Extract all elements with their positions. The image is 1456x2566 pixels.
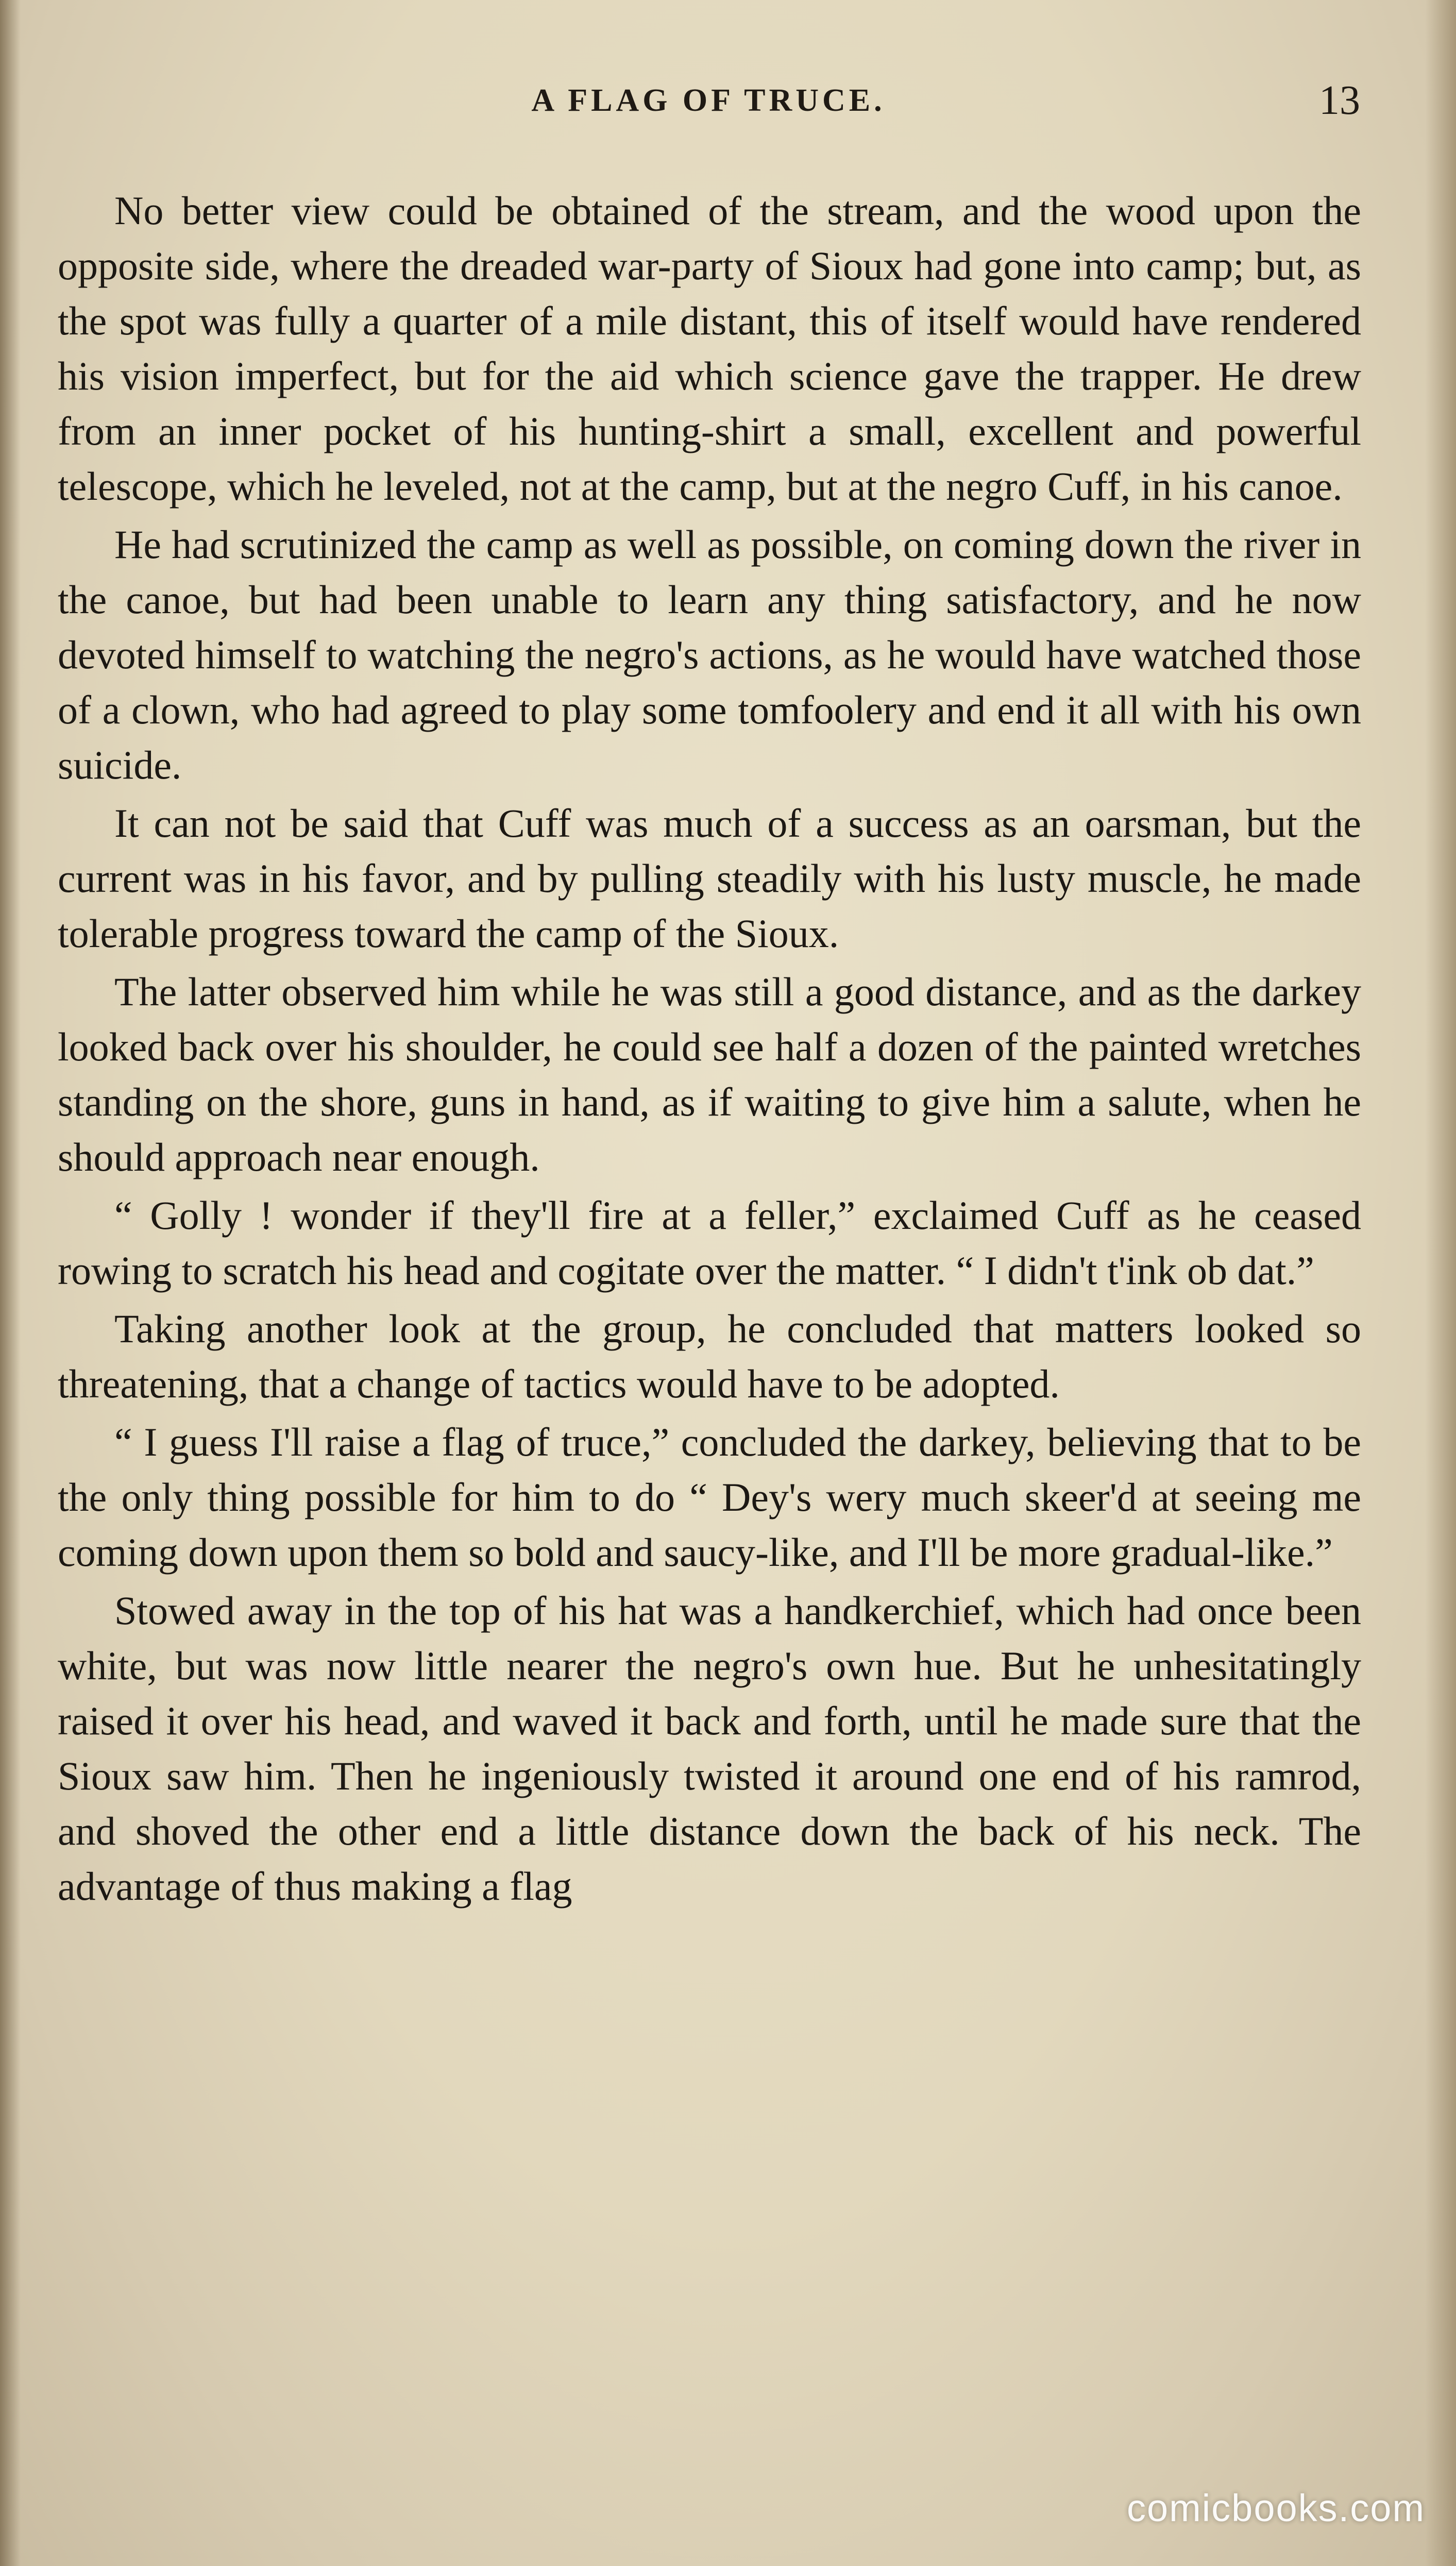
paragraph-2: He had scrutinized the camp as well as possible, on coming down the river in the canoe, but had been unable to learn any thing satisfactory, and he now devoted himself to watching the negro's actions, as he would have watched those of a clown, who had agreed to play some tomfoolery and end it all with his own suicide. [58, 522, 1361, 787]
paragraph-7: “ I guess I'll raise a flag of truce,” concluded the darkey, believing that to be the only thing possible for him to do “ Dey's wery much skeer'd at seeing me coming down upon them so bold and saucy-like, and I'll be more gradual-like.” [58, 1420, 1361, 1575]
paragraph-8: Stowed away in the top of his hat was a handkerchief, which had once been white, but was now little nearer the negro's own hue. But he unhesitatingly raised it over his head, and waved it back and forth, until he made sure that the Sioux saw him. Then he ingeniously twisted it around one end of his ramrod, and shoved the other end a little distance down the back of his neck. The advantage of thus making a flag [58, 1588, 1361, 1909]
page-edge-right [1425, 0, 1456, 2566]
paragraph-4: The latter observed him while he was still a good distance, and as the darkey looked back over his shoulder, he could see half a dozen of the painted wretches standing on the shore, guns in hand, as if waiting to give him a salute, when he should approach near enough. [58, 969, 1361, 1179]
watermark: comicbooks.com [1126, 2487, 1425, 2529]
paragraph-5: “ Golly ! wonder if they'll fire at a feller,” exclaimed Cuff as he ceased rowing to scratch his head and cogitate over the matter. “ I didn't t'ink ob dat.” [58, 1193, 1361, 1293]
page-header [57, 77, 1360, 134]
body-text [58, 183, 1361, 1917]
page-number: 13 [1319, 78, 1360, 123]
page-edge-left [0, 0, 21, 2566]
paragraph-6: Taking another look at the group, he concluded that matters looked so threatening, that a change of tactics would have to be adopted. [58, 1306, 1361, 1406]
running-head-title: A FLAG OF TRUCE. [531, 83, 886, 118]
paragraph-1: No better view could be obtained of the stream, and the wood upon the opposite side, where the dreaded war-party of Sioux had gone into camp; but, as the spot was fully a quarter of a mile distant, this of itself would have rendered his vision imperfect, but for the aid which science gave the trapper. He drew from an inner pocket of his hunting-shirt a small, excellent and powerful telescope, which he leveled, not at the camp, but at the negro Cuff, in his canoe. [58, 188, 1361, 509]
paragraph-3: It can not be said that Cuff was much of a success as an oarsman, but the current was in his favor, and by pulling steadily with his lusty muscle, he made tolerable progress toward the camp of the Sioux. [58, 801, 1361, 956]
